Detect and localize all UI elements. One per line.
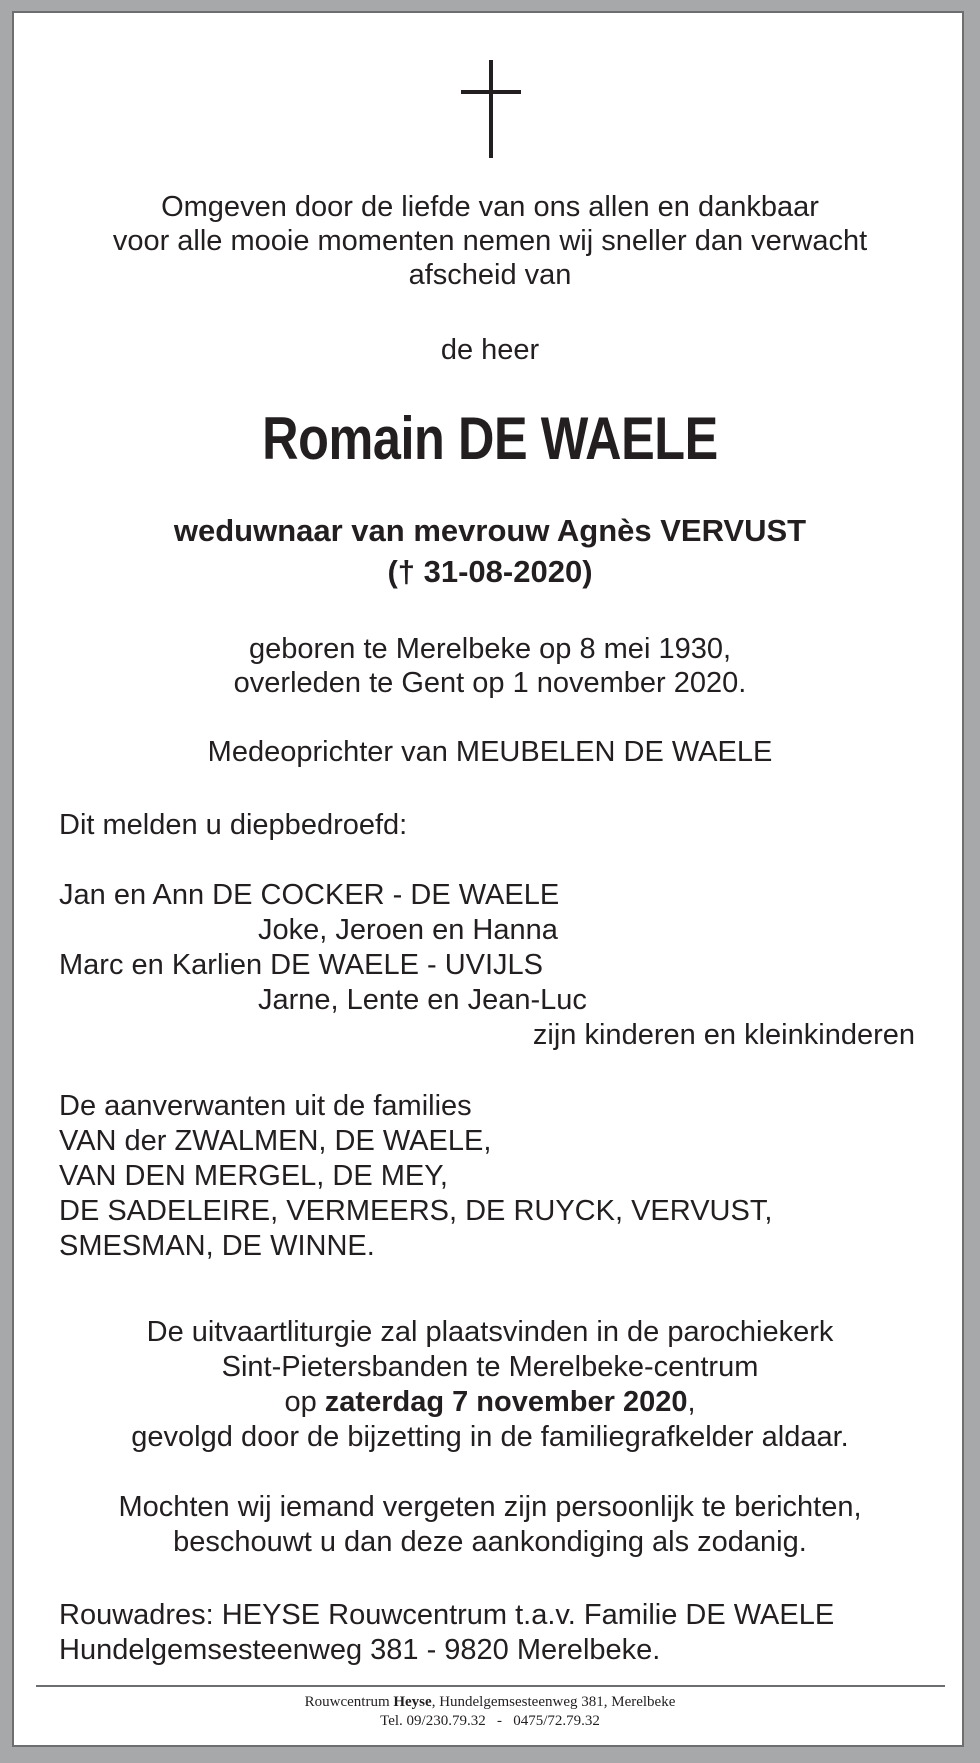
- born-line: geboren te Merelbeke op 8 mei 1930,: [248, 633, 732, 665]
- announce-line: Dit melden u diepbedroefd:: [59, 809, 408, 841]
- family-line-1: Jan en Ann DE COCKER - DE WAELE: [59, 879, 560, 911]
- relatives-line-4: DE SADELEIRE, VERMEERS, DE RUYCK, VERVUST,: [59, 1195, 773, 1227]
- address-line-2: Hundelgemsesteenweg 381 - 9820 Merelbeke.: [59, 1634, 661, 1666]
- widower-date: († 31-08-2020): [387, 554, 593, 589]
- relatives-line-2: VAN der ZWALMEN, DE WAELE,: [59, 1125, 492, 1157]
- service-line-4: gevolgd door de bijzetting in de familiegrafkelder aldaar.: [131, 1421, 849, 1453]
- intro-line-2: voor alle mooie momenten nemen wij sneller dan verwacht: [112, 225, 868, 257]
- relatives-line-3: VAN DEN MERGEL, DE MEY,: [59, 1160, 448, 1192]
- footer-line-1: [0, 1693, 980, 1712]
- service-date-prefix: op: [284, 1386, 325, 1418]
- service-date-suffix: ,: [687, 1386, 696, 1418]
- service-line-1: De uitvaartliturgie zal plaatsvinden in de parochiekerk: [146, 1316, 834, 1348]
- relatives-line-5: SMESMAN, DE WINNE.: [59, 1230, 375, 1262]
- footer-divider: [36, 1685, 945, 1687]
- family-line-3: Marc en Karlien DE WAELE - UVIJLS: [59, 949, 544, 981]
- service-date: zaterdag 7 november 2020: [324, 1386, 688, 1418]
- honorific: de heer: [440, 334, 540, 366]
- service-date-line: [0, 1385, 980, 1420]
- relatives-line-1: De aanverwanten uit de families: [59, 1090, 472, 1122]
- footer-tel: Tel. 09/230.79.32 - 0475/72.79.32: [380, 1713, 600, 1729]
- family-line-2: Joke, Jeroen en Hanna: [258, 914, 558, 946]
- family-line-5: zijn kinderen en kleinkinderen: [532, 1019, 915, 1051]
- notice-line-1: Mochten wij iemand vergeten zijn persoonlijk te berichten,: [118, 1491, 862, 1523]
- died-line: overleden te Gent op 1 november 2020.: [233, 667, 747, 699]
- intro-line-3: afscheid van: [408, 259, 572, 291]
- footer-suffix: , Hundelgemsesteenweg 381, Merelbeke: [431, 1694, 676, 1710]
- notice-line-2: beschouwt u dan deze aankondiging als zodanig.: [173, 1526, 807, 1558]
- service-line-2: Sint-Pietersbanden te Merelbeke-centrum: [221, 1351, 759, 1383]
- address-line-1: Rouwadres: HEYSE Rouwcentrum t.a.v. Familie DE WAELE: [59, 1599, 835, 1631]
- footer-brand: Heyse: [393, 1694, 432, 1710]
- founder-line: Medeoprichter van MEUBELEN DE WAELE: [207, 736, 773, 768]
- intro-line-1: Omgeven door de liefde van ons allen en dankbaar: [161, 191, 819, 223]
- family-line-4: Jarne, Lente en Jean-Luc: [258, 984, 587, 1016]
- cross-icon: [461, 60, 521, 158]
- deceased-name: Romain DE WAELE: [262, 405, 718, 472]
- footer-prefix: Rouwcentrum: [304, 1694, 394, 1710]
- widower-line: weduwnaar van mevrouw Agnès VERVUST: [173, 513, 807, 548]
